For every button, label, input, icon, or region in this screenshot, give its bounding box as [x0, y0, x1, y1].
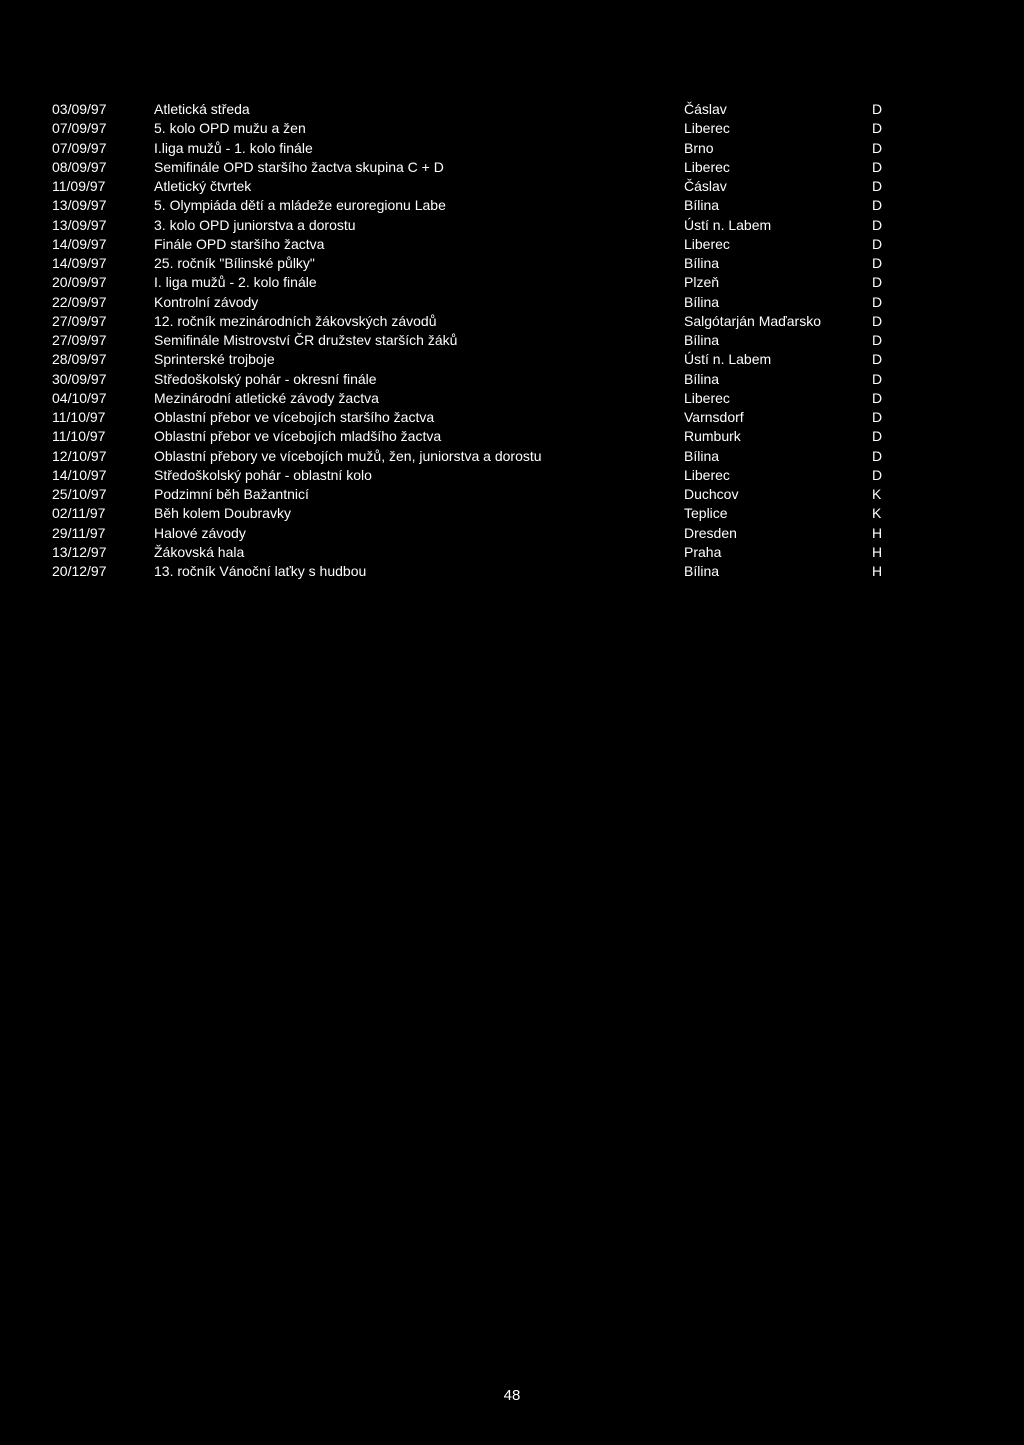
- event-place: Bílina: [684, 370, 720, 387]
- event-code: D: [872, 312, 883, 329]
- event-name: Podzimní běh Bažantnicí: [154, 486, 309, 502]
- event-place: Duchcov: [684, 486, 739, 502]
- event-name: 13. ročník Vánoční laťky s hudbou: [154, 563, 367, 579]
- event-code: D: [872, 120, 883, 137]
- event-code: D: [872, 216, 883, 233]
- event-date: 12/10/97: [52, 447, 107, 464]
- event-date: 13/09/97: [52, 216, 107, 233]
- page-number: 48: [503, 1387, 521, 1404]
- schedule-row: [0, 119, 1024, 138]
- event-place: Liberec: [684, 389, 730, 406]
- event-place: Liberec: [684, 158, 730, 175]
- event-code: D: [872, 351, 883, 368]
- event-place: Liberec: [684, 120, 730, 137]
- schedule-row: [0, 196, 1024, 215]
- event-name: Středoškolský pohár - okresní finále: [154, 370, 377, 387]
- event-date: 11/10/97: [52, 409, 106, 425]
- event-code: D: [872, 447, 883, 464]
- event-place: Bílina: [684, 332, 720, 348]
- event-date: 11/10/97: [52, 428, 106, 445]
- schedule-row: [0, 447, 1024, 466]
- event-name: Středoškolský pohár - oblastní kolo: [154, 466, 372, 483]
- event-name: 12. ročník mezinárodních žákovských závodů: [154, 312, 437, 329]
- event-name: 5. Olympiáda dětí a mládeže euroregionu Labe: [154, 197, 446, 214]
- schedule-row: [0, 524, 1024, 543]
- event-name: 25. ročník "Bílinské půlky": [154, 255, 315, 271]
- schedule-row: [0, 293, 1024, 312]
- event-name: Oblastní přebory ve vícebojích mužů, žen, juniorstva a dorostu: [154, 447, 542, 464]
- schedule-row: [0, 100, 1024, 119]
- event-date: 14/09/97: [52, 235, 107, 252]
- event-code: D: [872, 101, 883, 117]
- event-place: Salgótarján Maďarsko: [684, 312, 822, 329]
- event-name: Žákovská hala: [154, 543, 245, 560]
- event-date: 20/09/97: [52, 274, 107, 291]
- schedule-row: [0, 177, 1024, 196]
- event-code: D: [872, 274, 883, 291]
- event-date: 30/09/97: [52, 370, 107, 387]
- event-code: D: [872, 139, 883, 156]
- event-code: H: [872, 524, 883, 541]
- schedule-row: [0, 331, 1024, 350]
- event-date: 14/10/97: [52, 466, 107, 483]
- event-name: Běh kolem Doubravky: [154, 505, 291, 522]
- schedule-row: [0, 389, 1024, 408]
- event-code: D: [872, 158, 883, 175]
- event-place: Ústí n. Labem: [684, 351, 772, 368]
- schedule-row: [0, 216, 1024, 235]
- schedule-row: [0, 273, 1024, 292]
- event-name: I.liga mužů - 1. kolo finále: [154, 139, 313, 156]
- event-code: D: [872, 409, 883, 425]
- event-date: 27/09/97: [52, 332, 107, 348]
- event-name: Sprinterské trojboje: [154, 351, 275, 368]
- event-date: 27/09/97: [52, 312, 107, 329]
- schedule-row: [0, 466, 1024, 485]
- event-code: D: [872, 428, 883, 445]
- event-date: 28/09/97: [52, 351, 107, 368]
- event-place: Bílina: [684, 293, 720, 310]
- event-code: D: [872, 235, 883, 252]
- event-date: 07/09/97: [52, 120, 107, 137]
- event-code: D: [872, 466, 883, 483]
- event-place: Teplice: [684, 505, 728, 522]
- event-place: Čáslav: [684, 178, 727, 194]
- event-date: 13/09/97: [52, 197, 107, 214]
- event-code: D: [872, 255, 883, 271]
- event-place: Liberec: [684, 235, 730, 252]
- event-name: Oblastní přebor ve vícebojích mladšího žactva: [154, 428, 442, 445]
- event-date: 03/09/97: [52, 101, 107, 117]
- event-place: Brno: [684, 139, 714, 156]
- event-place: Ústí n. Labem: [684, 216, 772, 233]
- event-place: Bílina: [684, 197, 720, 214]
- event-name: Kontrolní závody: [154, 293, 259, 310]
- schedule-row: [0, 504, 1024, 523]
- schedule-row: [0, 254, 1024, 273]
- event-date: 29/11/97: [52, 524, 106, 541]
- event-code: D: [872, 389, 883, 406]
- schedule-row: [0, 427, 1024, 446]
- event-code: D: [872, 178, 883, 194]
- event-date: 11/09/97: [52, 178, 106, 194]
- event-code: H: [872, 543, 883, 560]
- event-name: 3. kolo OPD juniorstva a dorostu: [154, 216, 356, 233]
- event-date: 14/09/97: [52, 255, 107, 271]
- schedule-row: [0, 370, 1024, 389]
- event-place: Praha: [684, 543, 722, 560]
- event-date: 07/09/97: [52, 139, 107, 156]
- event-place: Čáslav: [684, 101, 727, 117]
- event-date: 13/12/97: [52, 543, 107, 560]
- event-code: D: [872, 370, 883, 387]
- event-date: 04/10/97: [52, 389, 107, 406]
- event-date: 20/12/97: [52, 563, 107, 579]
- schedule-row: [0, 350, 1024, 369]
- event-name: Oblastní přebor ve vícebojích staršího žactva: [154, 409, 435, 425]
- event-name: Mezinárodní atletické závody žactva: [154, 389, 379, 406]
- schedule-row: [0, 562, 1024, 581]
- schedule-row: [0, 543, 1024, 562]
- schedule-row: [0, 312, 1024, 331]
- event-name: Atletický čtvrtek: [154, 178, 252, 194]
- schedule-row: [0, 408, 1024, 427]
- event-name: Atletická středa: [154, 101, 250, 117]
- schedule-row: [0, 235, 1024, 254]
- event-name: Halové závody: [154, 524, 246, 541]
- event-code: D: [872, 293, 883, 310]
- event-code: D: [872, 197, 883, 214]
- schedule-row: [0, 485, 1024, 504]
- event-name: I. liga mužů - 2. kolo finále: [154, 274, 317, 291]
- event-place: Liberec: [684, 466, 730, 483]
- event-name: 5. kolo OPD mužu a žen: [154, 120, 306, 137]
- event-place: Bílina: [684, 563, 720, 579]
- event-place: Rumburk: [684, 428, 741, 445]
- event-name: Semifinále Mistrovství ČR družstev starších žáků: [154, 332, 458, 348]
- event-date: 02/11/97: [52, 505, 106, 522]
- event-date: 08/09/97: [52, 158, 107, 175]
- event-date: 25/10/97: [52, 486, 107, 502]
- event-code: K: [872, 505, 882, 522]
- event-place: Plzeň: [684, 274, 720, 291]
- event-code: K: [872, 486, 882, 502]
- event-place: Bílina: [684, 447, 720, 464]
- schedule-row: [0, 139, 1024, 158]
- event-name: Finále OPD staršího žactva: [154, 235, 325, 252]
- event-place: Varnsdorf: [684, 409, 744, 425]
- event-place: Dresden: [684, 524, 737, 541]
- schedule-row: [0, 158, 1024, 177]
- event-code: H: [872, 563, 883, 579]
- event-place: Bílina: [684, 255, 720, 271]
- event-code: D: [872, 332, 883, 348]
- schedule-list: [0, 100, 1024, 581]
- event-name: Semifinále OPD staršího žactva skupina C + D: [154, 158, 444, 175]
- event-date: 22/09/97: [52, 293, 107, 310]
